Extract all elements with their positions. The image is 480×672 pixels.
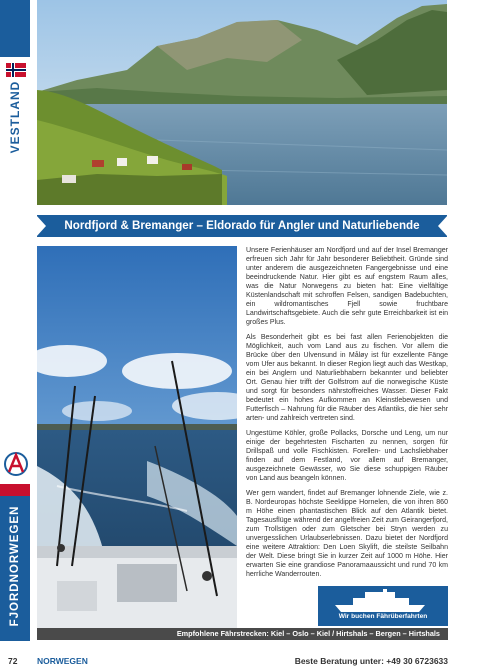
fjord-landscape-photo: [37, 0, 447, 205]
page-footer: [0, 652, 480, 672]
sidebar-red-accent: [0, 484, 30, 496]
article-title-bar: [37, 215, 447, 237]
paragraph: Als Besonderheit gibt es bei fast allen Ferienobjekten die Möglichkeit, auch vom Land aus zu fischen. Vor allem die Brücke über den Ulvensund in Måløy ist für exzellente Fänge vom Ufer aus bekannt. In dieser Region liegt auch das Westkap, ein bei Anglern und Naturliebhabern bekannter und beliebter Ort. Genau hier trifft der Golfstrom auf die norwegische Küste und sorgt für besonders nährstoffreiches Wasser. Dieser Fakt bedeutet ein hohes Aufkommen an Kleinstlebewesen und Futterfisch – Nahrung für die Räuber des Atlantiks, die hier sehr arten- und zahlreich vertreten sind.: [246, 334, 448, 422]
ferry-routes-bar: [37, 628, 448, 640]
country-label: NORWEGEN: [37, 656, 88, 666]
paragraph: Ungestüme Köhler, große Pollacks, Dorsche und Leng, um nur einige der begehrtesten Fischarten zu nennen, sorgen für Drillspaß und volle Fischkisten. Forellen- und Lachsliebhaber finden auf dem Festland, vor allem auf Bremanger, ausgezeichnete Gewässer, wo Sie diese schuppigen Räuber von Land aus beangeln können.: [246, 430, 448, 482]
ferry-booking-box[interactable]: [318, 586, 448, 626]
norway-flag-icon: [6, 63, 26, 77]
ferry-ship-icon: [333, 589, 433, 613]
area-label: FJORDNORWEGEN: [9, 505, 21, 627]
ferry-booking-label: Wir buchen Fährüberfahrten: [338, 613, 428, 620]
ferry-routes-text: Empfohlene Fährstrecken: Kiel – Oslo – Kiel / Hirtshals – Bergen – Hirtshals: [176, 629, 440, 638]
sidebar-top-block: [0, 0, 30, 57]
company-logo-icon: [3, 450, 29, 480]
paragraph: Wer gern wandert, findet auf Bremanger lohnende Ziele, wie z. B. Nordeuropas höchste Seeklippe Hornelen, die von ihren 860 m Höhe einen phantastischen Blick auf den Atlantik bietet. Tagesausflüge während der angelfreien Zeit zum Geirangerfjord, zum Trollstigen oder zum Gletscher bei Stryn werden zu unvergesslichen Urlaubserlebnissen. Dazu bietet der Nordfjord eine weitere Attraktion: Den Loen Skylift, die steilste Seilbahn der Welt. Diese bringt Sie in kurzer Zeit auf 1000 m Höhe. Hier erwarten Sie eine grandiose Panoramaaussicht und rund 70 km herrliche Wanderrouten.: [246, 490, 448, 578]
article-body: [246, 246, 448, 585]
contact-phone[interactable]: Beste Beratung unter: +49 30 6723633: [294, 656, 448, 666]
fishing-boat-photo: [37, 246, 237, 628]
page-number: 72: [8, 656, 18, 666]
region-label: VESTLAND: [8, 80, 22, 154]
article-title: Nordfjord & Bremanger – Eldorado für Angler und Naturliebende: [64, 219, 420, 232]
paragraph: Unsere Ferienhäuser am Nordfjord und auf der Insel Bremanger erfreuen sich Jahr für Jahr besonderer Beliebtheit. Gründe sind unter anderem die ausgezeichneten Fangergebnisse und eine beeindruckende Natur. Hier gibt es auf engstem Raum alles, was die Natur Norwegens zu bieten hat: Eine vielfältige Küstenlandschaft mit schroffen Felsen, sandigen Badebuchten, ein wildromantisches Fjell sowie fruchtbare Landwirtschaftsgebiete. Auch die sehr gute Erreichbarkeit ist ein großes Plus.: [246, 247, 448, 326]
